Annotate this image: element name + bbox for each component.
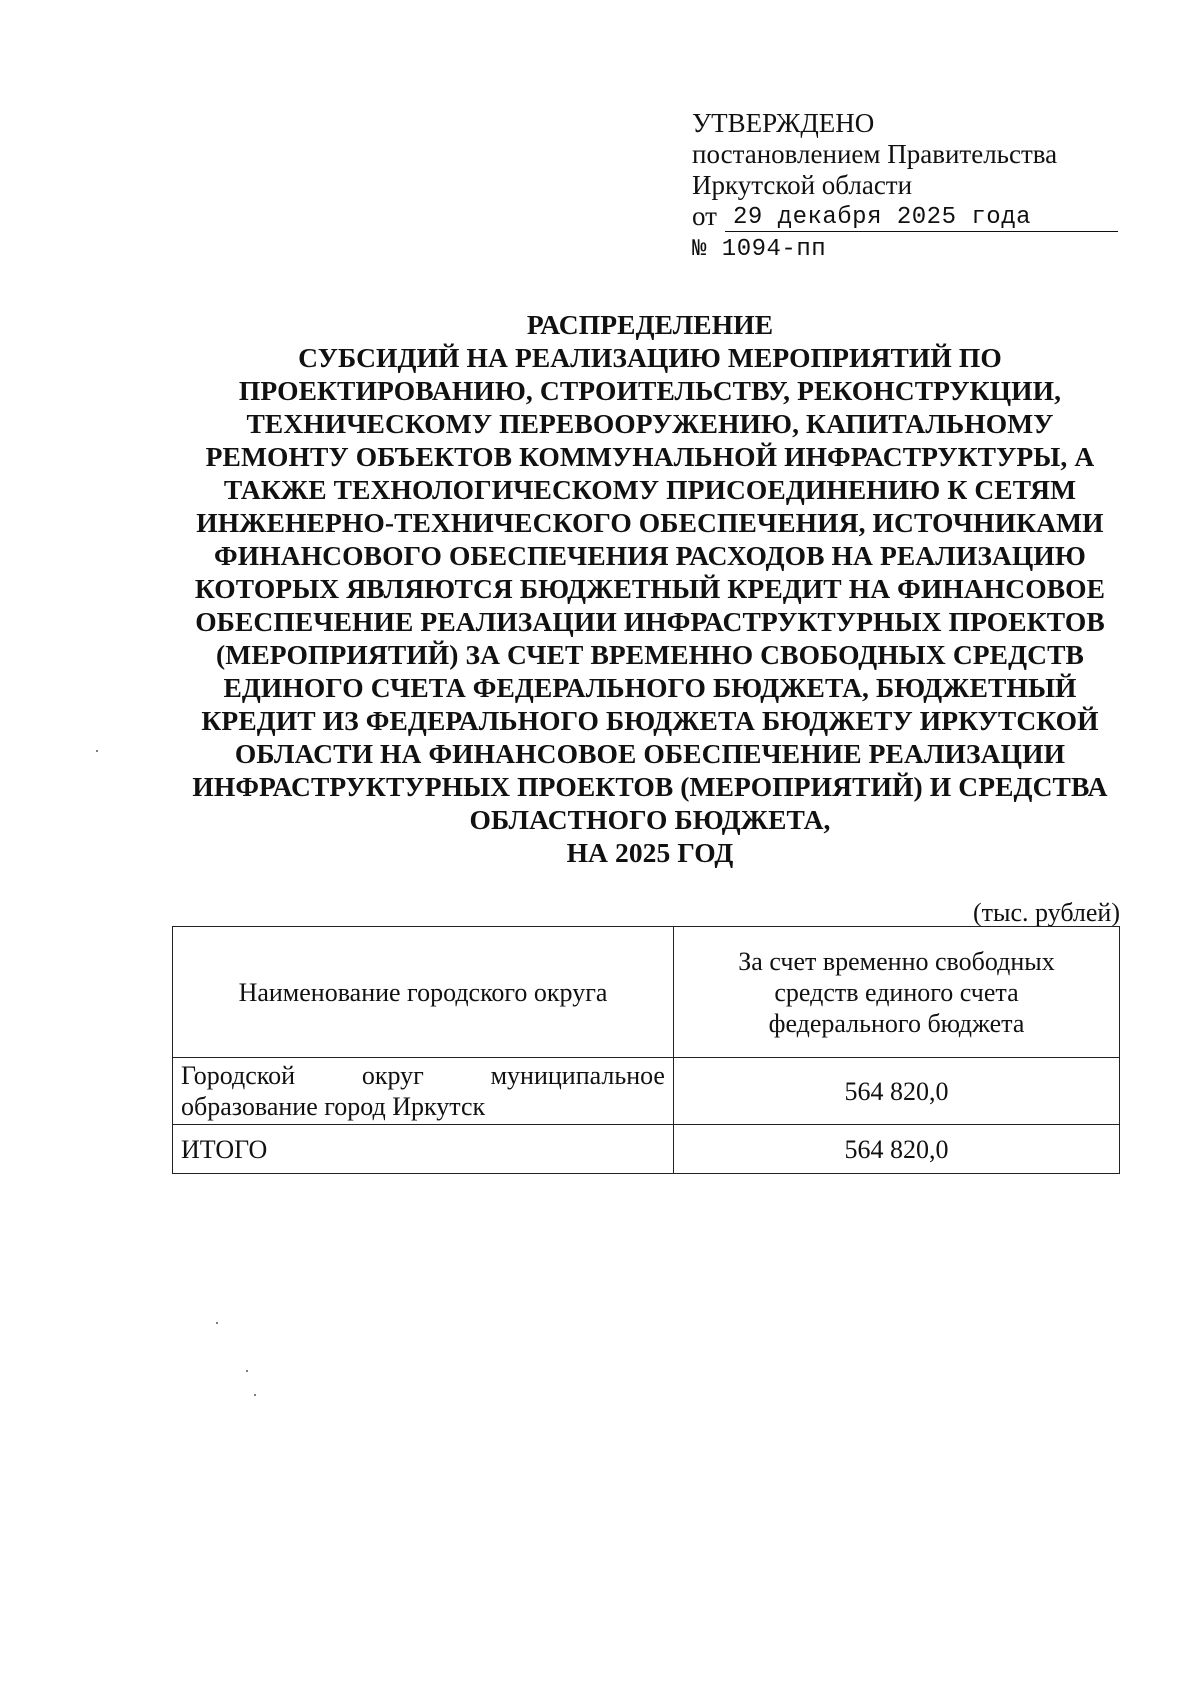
table-header-row	[173, 927, 1120, 1058]
scan-speck	[254, 1394, 256, 1396]
title-line: ФИНАНСОВОГО ОБЕСПЕЧЕНИЯ РАСХОДОВ НА РЕАЛИЗАЦИЮ	[214, 540, 1086, 571]
district-name-cell	[173, 1058, 674, 1125]
header-federal-funds-line: За счет временно свободных	[738, 946, 1055, 976]
title-line: КОТОРЫХ ЯВЛЯЮТСЯ БЮДЖЕТНЫЙ КРЕДИТ НА ФИНАНСОВОЕ	[194, 573, 1106, 604]
table-row	[173, 1058, 1120, 1125]
header-federal-funds	[674, 927, 1120, 1058]
title-line: ЕДИНОГО СЧЕТА ФЕДЕРАЛЬНОГО БЮДЖЕТА, БЮДЖЕТНЫЙ	[223, 672, 1077, 703]
amount-cell: 564 820,0	[674, 1058, 1120, 1125]
title-line: ОБЛАСТИ НА ФИНАНСОВОЕ ОБЕСПЕЧЕНИЕ РЕАЛИЗАЦИИ	[234, 738, 1066, 769]
table-row-total	[173, 1125, 1120, 1174]
district-name-line	[181, 1060, 665, 1091]
district-name-word: округ	[361, 1061, 424, 1090]
title-line: ТЕХНИЧЕСКОМУ ПЕРЕВООРУЖЕНИЮ, КАПИТАЛЬНОМУ	[246, 408, 1054, 439]
header-district-name: Наименование городского округа	[173, 927, 674, 1058]
district-name-word: Городской	[181, 1061, 295, 1090]
approval-block	[692, 108, 1122, 265]
scan-speck	[216, 1322, 218, 1324]
approval-region-line: Иркутской области	[692, 170, 913, 200]
units-label: (тыс. рублей)	[972, 898, 1120, 927]
subsidy-table	[172, 926, 1120, 1174]
title-line: ТАКЖЕ ТЕХНОЛОГИЧЕСКОМУ ПРИСОЕДИНЕНИЮ К СЕТЯМ	[223, 474, 1077, 505]
approval-number: № 1094-пп	[692, 236, 827, 263]
total-label-cell: ИТОГО	[173, 1125, 674, 1174]
approval-date: 29 декабря 2025 года	[725, 205, 1118, 232]
scan-speck	[96, 750, 98, 752]
approval-date-prefix: от	[692, 201, 717, 231]
title-line: КРЕДИТ ИЗ ФЕДЕРАЛЬНОГО БЮДЖЕТА БЮДЖЕТУ ИРКУТСКОЙ	[201, 705, 1099, 736]
title-line: ОБЕСПЕЧЕНИЕ РЕАЛИЗАЦИИ ИНФРАСТРУКТУРНЫХ ПРОЕКТОВ	[195, 606, 1105, 637]
title-line: РЕМОНТУ ОБЪЕКТОВ КОММУНАЛЬНОЙ ИНФРАСТРУКТУРЫ, А	[205, 441, 1095, 472]
title-line: СУБСИДИЙ НА РЕАЛИЗАЦИЮ МЕРОПРИЯТИЙ ПО	[298, 342, 1002, 373]
document-title	[170, 308, 1130, 869]
title-line: РАСПРЕДЕЛЕНИЕ	[526, 309, 774, 340]
header-federal-funds-line: средств единого счета	[774, 977, 1019, 1007]
title-line: ПРОЕКТИРОВАНИЮ, СТРОИТЕЛЬСТВУ, РЕКОНСТРУКЦИИ,	[238, 375, 1062, 406]
header-federal-funds-line: федерального бюджета	[768, 1008, 1025, 1038]
title-line: (МЕРОПРИЯТИЙ) ЗА СЧЕТ ВРЕМЕННО СВОБОДНЫХ СРЕДСТВ	[216, 639, 1084, 670]
district-name-word: муниципальное	[490, 1061, 665, 1090]
title-line: ОБЛАСТНОГО БЮДЖЕТА,	[469, 804, 831, 835]
approval-heading: УТВЕРЖДЕНО	[692, 108, 875, 138]
title-line: НА 2025 ГОД	[566, 837, 734, 868]
scan-speck	[246, 1370, 248, 1372]
approval-date-row	[692, 201, 1122, 232]
approval-issuer-line: постановлением Правительства	[692, 139, 1058, 169]
title-line: ИНФРАСТРУКТУРНЫХ ПРОЕКТОВ (МЕРОПРИЯТИЙ) И СРЕДСТВА	[192, 771, 1108, 802]
total-amount-cell: 564 820,0	[674, 1125, 1120, 1174]
title-line: ИНЖЕНЕРНО-ТЕХНИЧЕСКОГО ОБЕСПЕЧЕНИЯ, ИСТОЧНИКАМИ	[196, 507, 1104, 538]
district-name-line: образование город Иркутск	[181, 1092, 486, 1121]
